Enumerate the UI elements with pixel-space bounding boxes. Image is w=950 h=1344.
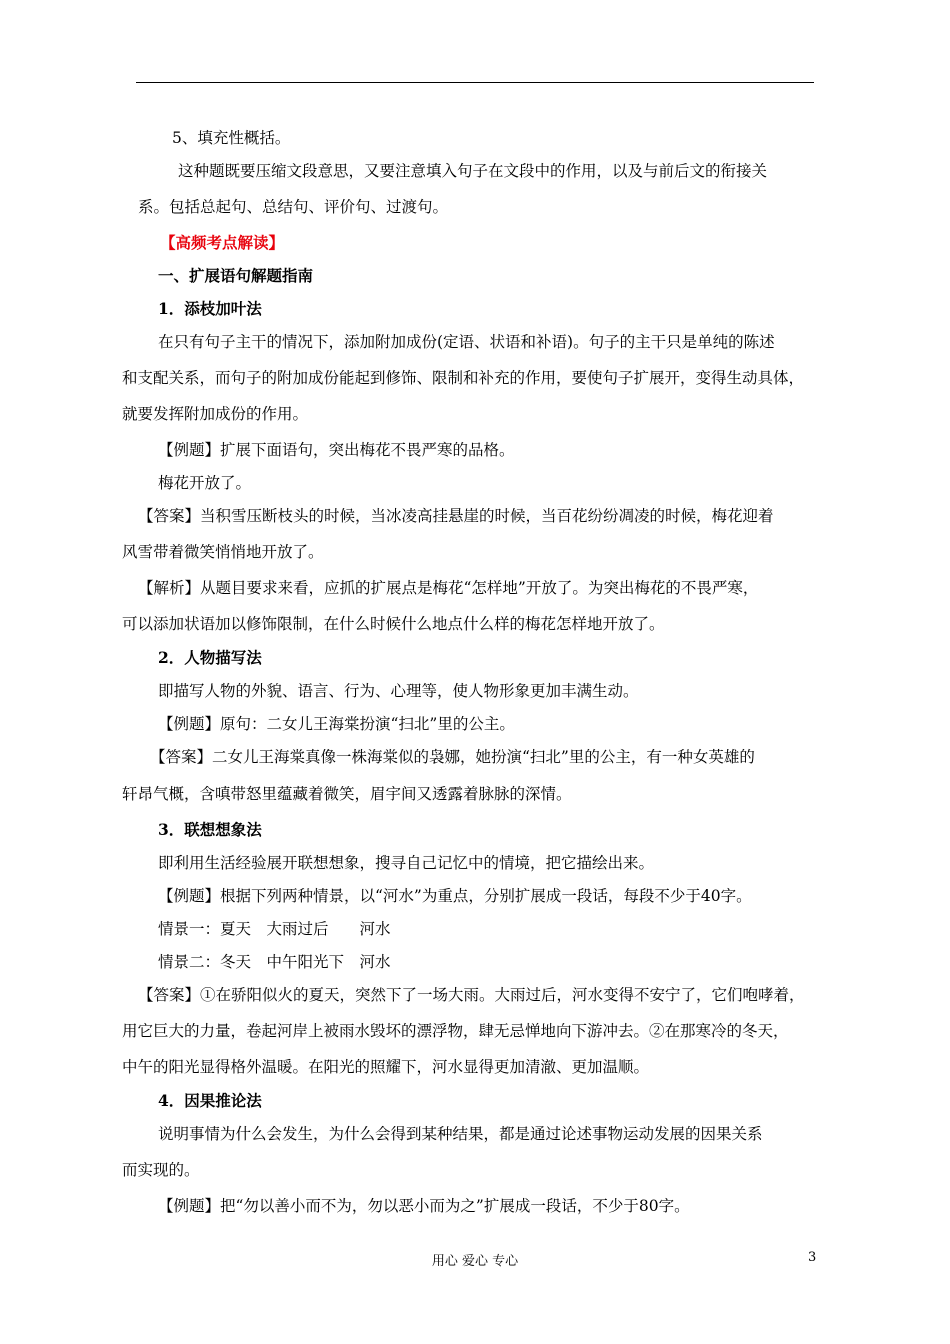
text-line: 而实现的。 (122, 1161, 200, 1179)
footer-slogan: 用心 爱心 专心 (431, 1254, 519, 1269)
text-line: 5、填充性概括。 (172, 129, 291, 147)
text-line: 情景一：夏天 大雨过后 河水 (158, 920, 391, 938)
text-line: 梅花开放了。 (158, 474, 252, 492)
text-line: 【答案】二女儿王海棠真像一株海棠似的袅娜，她扮演“扫北”里的公主，有一种女英雄的 (150, 748, 755, 766)
text-line: 【解析】从题目要求来看，应抓的扩展点是梅花“怎样地”开放了。为突出梅花的不畏严寒， (138, 579, 759, 597)
text-line: 说明事情为什么会发生，为什么会得到某种结果，都是通过论述事物运动发展的因果关系 (158, 1125, 763, 1143)
text-line: 就要发挥附加成份的作用。 (122, 405, 309, 423)
text-line: 可以添加状语加以修饰限制，在什么时候什么地点什么样的梅花怎样地开放了。 (122, 615, 665, 633)
text-line: 【答案】当积雪压断枝头的时候，当冰凌高挂悬崖的时候，当百花纷纷凋凌的时候，梅花迎着 (138, 507, 774, 525)
text-line: 这种题既要压缩文段意思，又要注意填入句子在文段中的作用，以及与前后文的衔接关 (178, 162, 768, 180)
header-rule (136, 82, 814, 83)
text-line: 【例题】原句：二女儿王海棠扮演“扫北”里的公主。 (158, 715, 515, 733)
page-number: 3 (808, 1250, 817, 1265)
text-line: 即利用生活经验展开联想想象，搜寻自己记忆中的情境，把它描绘出来。 (158, 854, 655, 872)
text-line: 【例题】根据下列两种情景，以“河水”为重点，分别扩展成一段话，每段不少于40字。 (158, 887, 752, 905)
text-line: 【例题】把“勿以善小而不为，勿以恶小而为之”扩展成一段话，不少于80字。 (158, 1197, 690, 1215)
subsection-heading: 4．因果推论法 (158, 1091, 262, 1110)
subsection-heading: 1．添枝加叶法 (158, 299, 262, 318)
section-heading: 一、扩展语句解题指南 (158, 266, 314, 285)
text-line: 情景二：冬天 中午阳光下 河水 (158, 953, 391, 971)
text-line: 【例题】扩展下面语句，突出梅花不畏严寒的品格。 (158, 441, 515, 459)
text-line: 在只有句子主干的情况下，添加附加成份(定语、状语和补语)。句子的主干只是单纯的陈述 (158, 333, 775, 351)
text-line: 和支配关系，而句子的附加成份能起到修饰、限制和补充的作用，要使句子扩展开，变得生动具体， (122, 369, 805, 387)
subsection-heading: 2．人物描写法 (158, 648, 262, 667)
text-line: 用它巨大的力量，卷起河岸上被雨水毁坏的漂浮物，肆无忌惮地向下游冲去。②在那寒冷的冬天， (122, 1022, 789, 1040)
text-line: 系。包括总起句、总结句、评价句、过渡句。 (138, 198, 449, 216)
text-line: 轩昂气概，含嗔带怒里蕴藏着微笑，眉宇间又透露着脉脉的深情。 (122, 785, 572, 803)
text-line: 中午的阳光显得格外温暖。在阳光的照耀下，河水显得更加清澈、更加温顺。 (122, 1058, 650, 1076)
text-line: 风雪带着微笑悄悄地开放了。 (122, 543, 324, 561)
text-line: 即描写人物的外貌、语言、行为、心理等，使人物形象更加丰满生动。 (158, 682, 639, 700)
section-heading-red: 【高频考点解读】 (160, 233, 285, 252)
subsection-heading: 3．联想想象法 (158, 820, 262, 839)
text-line: 【答案】①在骄阳似火的夏天，突然下了一场大雨。大雨过后，河水变得不安宁了，它们咆哮着， (138, 986, 805, 1004)
